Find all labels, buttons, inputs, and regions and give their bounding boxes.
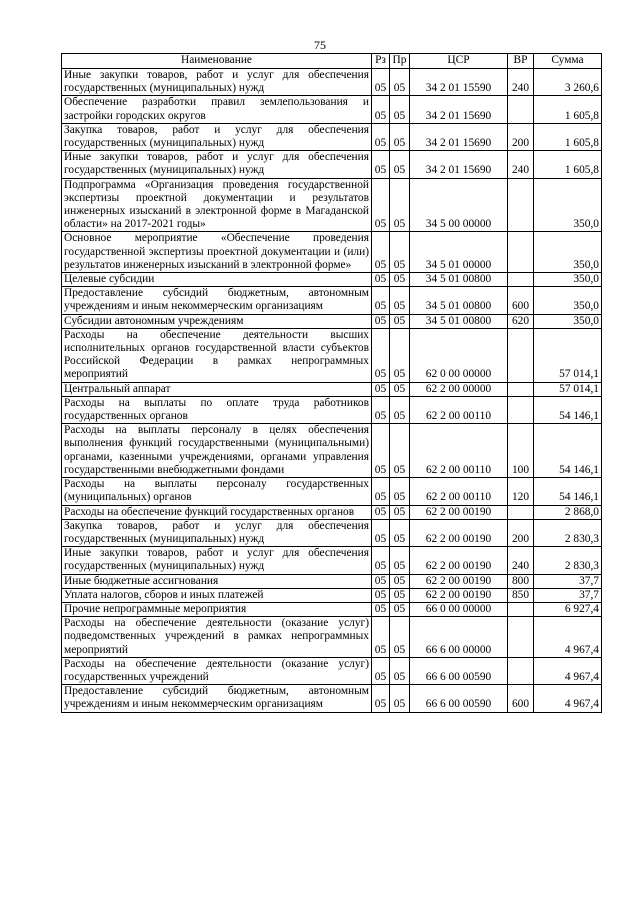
cell-sum: 350,0: [534, 314, 602, 328]
cell-csr: 62 2 00 00190: [410, 519, 508, 546]
cell-name: Подпрограмма «Организация проведения государственной экспертизы проектной документации и результатов инженерных изысканий в электронной форме в Магаданской области» на 2017-2021 годы»: [62, 178, 372, 232]
cell-name: Предоставление субсидий бюджетным, автономным учреждениям и иным некоммерческим организациям: [62, 685, 372, 712]
table-row: [62, 123, 602, 150]
cell-sum: 57 014,1: [534, 328, 602, 382]
cell-rz: 05: [372, 96, 390, 123]
cell-vr: 800: [508, 574, 534, 588]
cell-csr: 62 2 00 00190: [410, 547, 508, 574]
table-row: [62, 657, 602, 684]
cell-vr: 620: [508, 314, 534, 328]
table-row: [62, 178, 602, 232]
table-row: [62, 505, 602, 519]
cell-csr: 34 2 01 15690: [410, 123, 508, 150]
cell-sum: 54 146,1: [534, 396, 602, 423]
cell-csr: 62 2 00 00000: [410, 382, 508, 396]
cell-vr: 600: [508, 287, 534, 314]
header-rz: Рз: [372, 54, 390, 69]
cell-pr: 05: [390, 505, 410, 519]
cell-csr: 34 2 01 15590: [410, 69, 508, 96]
table-header: [62, 54, 602, 69]
cell-csr: 62 0 00 00000: [410, 328, 508, 382]
cell-rz: 05: [372, 178, 390, 232]
budget-table: [61, 53, 602, 713]
table-row: [62, 96, 602, 123]
cell-rz: 05: [372, 478, 390, 505]
cell-vr: [508, 178, 534, 232]
header-csr: ЦСР: [410, 54, 508, 69]
cell-pr: 05: [390, 478, 410, 505]
cell-vr: [508, 96, 534, 123]
cell-rz: 05: [372, 232, 390, 273]
cell-pr: 05: [390, 588, 410, 602]
cell-sum: 1 605,8: [534, 96, 602, 123]
table-row: [62, 328, 602, 382]
table-row: [62, 574, 602, 588]
cell-pr: 05: [390, 178, 410, 232]
table-body: [62, 69, 602, 713]
table-row: [62, 547, 602, 574]
cell-pr: 05: [390, 232, 410, 273]
cell-pr: 05: [390, 574, 410, 588]
cell-rz: 05: [372, 69, 390, 96]
cell-pr: 05: [390, 273, 410, 287]
cell-name: Прочие непрограммные мероприятия: [62, 602, 372, 616]
cell-vr: 240: [508, 69, 534, 96]
cell-vr: [508, 657, 534, 684]
cell-rz: 05: [372, 287, 390, 314]
table-row: [62, 519, 602, 546]
cell-rz: 05: [372, 519, 390, 546]
cell-name: Иные бюджетные ассигнования: [62, 574, 372, 588]
cell-name: Расходы на обеспечение деятельности (оказание услуг) подведомственных учреждений в рамках непрограммных мероприятий: [62, 617, 372, 658]
cell-sum: 350,0: [534, 273, 602, 287]
cell-name: Центральный аппарат: [62, 382, 372, 396]
cell-csr: 62 2 00 00110: [410, 478, 508, 505]
cell-vr: 200: [508, 123, 534, 150]
cell-rz: 05: [372, 685, 390, 712]
cell-name: Уплата налогов, сборов и иных платежей: [62, 588, 372, 602]
cell-name: Субсидии автономным учреждениям: [62, 314, 372, 328]
cell-pr: 05: [390, 547, 410, 574]
cell-sum: 6 927,4: [534, 602, 602, 616]
cell-vr: 600: [508, 685, 534, 712]
cell-pr: 05: [390, 685, 410, 712]
cell-sum: 4 967,4: [534, 617, 602, 658]
cell-name: Обеспечение разработки правил землепользования и застройки городских округов: [62, 96, 372, 123]
cell-sum: 350,0: [534, 232, 602, 273]
cell-csr: 34 5 01 00800: [410, 287, 508, 314]
cell-sum: 4 967,4: [534, 685, 602, 712]
cell-rz: 05: [372, 151, 390, 178]
cell-vr: 200: [508, 519, 534, 546]
header-pr: Пр: [390, 54, 410, 69]
cell-sum: 54 146,1: [534, 478, 602, 505]
cell-name: Расходы на обеспечение деятельности высших исполнительных органов государственной власти субъектов Российской Федерации в рамках непрограммных мероприятий: [62, 328, 372, 382]
cell-name: Расходы на выплаты персоналу в целях обеспечения выполнения функций государственными (муниципальными) органами, казенными учреждениями, органами управления государственными внебюджетными фондами: [62, 424, 372, 478]
header-sum: Сумма: [534, 54, 602, 69]
cell-rz: 05: [372, 314, 390, 328]
cell-csr: 34 5 01 00800: [410, 314, 508, 328]
cell-rz: 05: [372, 424, 390, 478]
table-row: [62, 424, 602, 478]
cell-csr: 34 2 01 15690: [410, 96, 508, 123]
cell-name: Иные закупки товаров, работ и услуг для обеспечения государственных (муниципальных) нужд: [62, 69, 372, 96]
table-row: [62, 685, 602, 712]
cell-sum: 54 146,1: [534, 424, 602, 478]
cell-sum: 57 014,1: [534, 382, 602, 396]
cell-pr: 05: [390, 382, 410, 396]
table-row: [62, 314, 602, 328]
cell-sum: 350,0: [534, 178, 602, 232]
cell-rz: 05: [372, 505, 390, 519]
cell-pr: 05: [390, 96, 410, 123]
table-row: [62, 382, 602, 396]
cell-sum: 2 830,3: [534, 547, 602, 574]
header-vr: ВР: [508, 54, 534, 69]
cell-pr: 05: [390, 657, 410, 684]
table-row: [62, 151, 602, 178]
cell-csr: 66 6 00 00590: [410, 685, 508, 712]
cell-vr: [508, 396, 534, 423]
table-row: [62, 287, 602, 314]
cell-sum: 1 605,8: [534, 123, 602, 150]
cell-csr: 62 2 00 00190: [410, 574, 508, 588]
header-name: Наименование: [62, 54, 372, 69]
cell-pr: 05: [390, 123, 410, 150]
cell-name: Закупка товаров, работ и услуг для обеспечения государственных (муниципальных) нужд: [62, 123, 372, 150]
cell-pr: 05: [390, 424, 410, 478]
cell-rz: 05: [372, 382, 390, 396]
cell-csr: 34 5 00 00000: [410, 178, 508, 232]
cell-csr: 34 2 01 15690: [410, 151, 508, 178]
cell-rz: 05: [372, 547, 390, 574]
cell-rz: 05: [372, 657, 390, 684]
cell-vr: 850: [508, 588, 534, 602]
cell-rz: 05: [372, 396, 390, 423]
cell-pr: 05: [390, 69, 410, 96]
cell-pr: 05: [390, 519, 410, 546]
cell-rz: 05: [372, 602, 390, 616]
cell-csr: 66 6 00 00000: [410, 617, 508, 658]
table-row: [62, 232, 602, 273]
cell-pr: 05: [390, 602, 410, 616]
table-row: [62, 478, 602, 505]
cell-sum: 350,0: [534, 287, 602, 314]
cell-name: Предоставление субсидий бюджетным, автономным учреждениям и иным некоммерческим организациям: [62, 287, 372, 314]
table-row: [62, 602, 602, 616]
cell-rz: 05: [372, 588, 390, 602]
cell-vr: 240: [508, 151, 534, 178]
cell-pr: 05: [390, 287, 410, 314]
cell-name: Расходы на обеспечение деятельности (оказание услуг) государственных учреждений: [62, 657, 372, 684]
cell-rz: 05: [372, 273, 390, 287]
cell-vr: [508, 382, 534, 396]
cell-csr: 62 2 00 00190: [410, 505, 508, 519]
cell-name: Основное мероприятие «Обеспечение проведения государственной экспертизы проектной документации и (или) результатов инженерных изысканий в электронной форме»: [62, 232, 372, 273]
page-number: 75: [314, 38, 326, 52]
cell-vr: [508, 273, 534, 287]
cell-rz: 05: [372, 574, 390, 588]
cell-rz: 05: [372, 123, 390, 150]
cell-rz: 05: [372, 328, 390, 382]
cell-vr: [508, 328, 534, 382]
table-row: [62, 396, 602, 423]
cell-name: Расходы на выплаты персоналу государственных (муниципальных) органов: [62, 478, 372, 505]
table-row: [62, 617, 602, 658]
cell-pr: 05: [390, 151, 410, 178]
cell-vr: [508, 602, 534, 616]
cell-sum: 3 260,6: [534, 69, 602, 96]
cell-vr: 100: [508, 424, 534, 478]
cell-csr: 34 5 01 00800: [410, 273, 508, 287]
cell-pr: 05: [390, 314, 410, 328]
cell-csr: 66 6 00 00590: [410, 657, 508, 684]
cell-sum: 2 830,3: [534, 519, 602, 546]
cell-pr: 05: [390, 396, 410, 423]
cell-name: Иные закупки товаров, работ и услуг для обеспечения государственных (муниципальных) нужд: [62, 547, 372, 574]
cell-name: Расходы на обеспечение функций государственных органов: [62, 505, 372, 519]
cell-vr: [508, 617, 534, 658]
cell-name: Расходы на выплаты по оплате труда работников государственных органов: [62, 396, 372, 423]
cell-name: Закупка товаров, работ и услуг для обеспечения государственных (муниципальных) нужд: [62, 519, 372, 546]
cell-pr: 05: [390, 328, 410, 382]
table-row: [62, 69, 602, 96]
cell-sum: 1 605,8: [534, 151, 602, 178]
cell-sum: 2 868,0: [534, 505, 602, 519]
cell-csr: 62 2 00 00190: [410, 588, 508, 602]
cell-vr: [508, 505, 534, 519]
cell-csr: 62 2 00 00110: [410, 424, 508, 478]
table-row: [62, 588, 602, 602]
cell-name: Иные закупки товаров, работ и услуг для обеспечения государственных (муниципальных) нужд: [62, 151, 372, 178]
cell-vr: [508, 232, 534, 273]
cell-sum: 37,7: [534, 588, 602, 602]
cell-csr: 62 2 00 00110: [410, 396, 508, 423]
cell-pr: 05: [390, 617, 410, 658]
cell-csr: 66 0 00 00000: [410, 602, 508, 616]
cell-name: Целевые субсидии: [62, 273, 372, 287]
cell-sum: 37,7: [534, 574, 602, 588]
cell-sum: 4 967,4: [534, 657, 602, 684]
cell-vr: 120: [508, 478, 534, 505]
table-row: [62, 273, 602, 287]
cell-csr: 34 5 01 00000: [410, 232, 508, 273]
cell-rz: 05: [372, 617, 390, 658]
cell-vr: 240: [508, 547, 534, 574]
